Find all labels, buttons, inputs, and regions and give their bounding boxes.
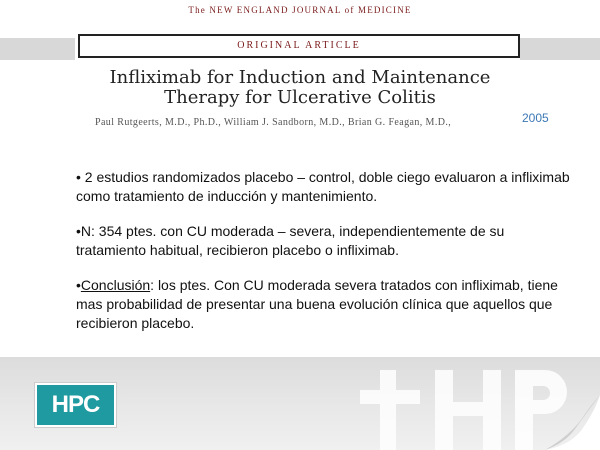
hpc-logo xyxy=(35,383,116,427)
conclusion-label: Conclusión xyxy=(80,277,151,293)
left-header-bar xyxy=(0,38,75,60)
article-title-line-1: Infliximab for Induction and Maintenance xyxy=(109,67,491,88)
bullet-point-2: •N: 354 ptes. con CU moderada – severa, independientemente de su tratamiento habitual, recibieron placebo o infliximab. xyxy=(76,223,505,258)
conclusion-text: : los ptes. Con CU moderada severa tratados con infliximab, tiene mas probabilidad de presentar una buena evolución clínica que aquellos que recibieron placebo. xyxy=(76,277,558,331)
article-title xyxy=(0,68,600,108)
journal-header: The NEW ENGLAND JOURNAL of MEDICINE xyxy=(188,5,412,15)
section-box xyxy=(78,34,520,58)
slide-body xyxy=(76,168,576,349)
hpc-logo-text: HPC xyxy=(51,391,100,418)
bullet-point-3 xyxy=(76,276,576,333)
bullet-3-marker: • xyxy=(76,277,81,293)
article-title-line-2: Therapy for Ulcerative Colitis xyxy=(164,87,436,108)
authors: Paul Rutgeerts, M.D., Ph.D., William J. Sandborn, M.D., Brian G. Feagan, M.D., xyxy=(95,117,452,128)
right-header-bar xyxy=(520,38,600,60)
section-label: ORIGINAL ARTICLE xyxy=(237,40,361,51)
publication-year: 2005 xyxy=(522,111,549,125)
bullet-point-1: • 2 estudios randomizados placebo – control, doble ciego evaluaron a infliximab como tratamiento de inducción y mantenimiento. xyxy=(76,169,570,204)
